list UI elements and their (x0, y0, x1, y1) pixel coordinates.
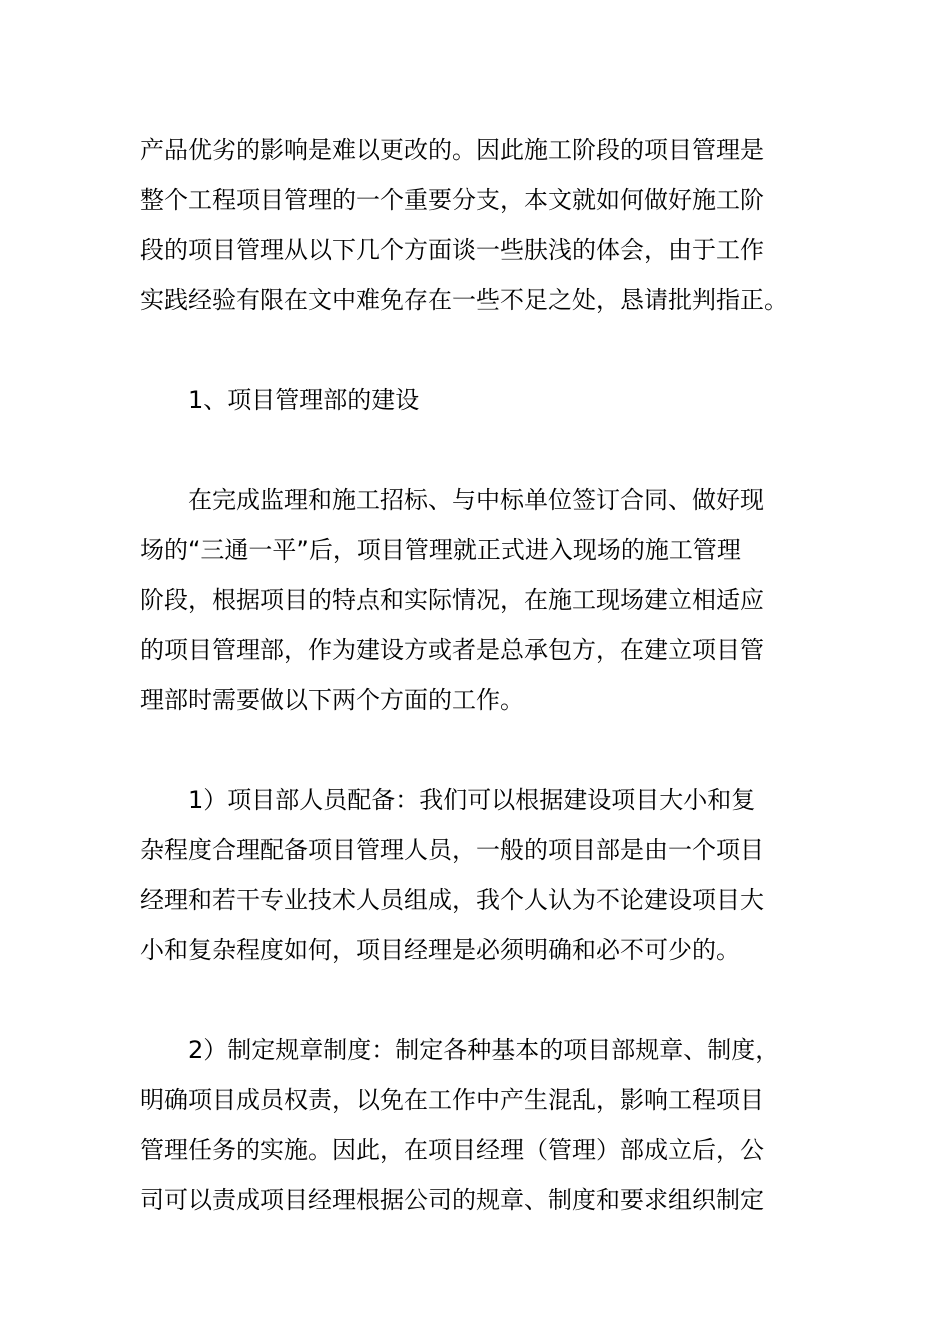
paragraph-intro-line-2: 整个工程项目管理的一个重要分支，本文就如何做好施工阶 (140, 186, 764, 214)
paragraph-2-line-3: 经理和若干专业技术人员组成，我个人认为不论建设项目大 (140, 886, 764, 914)
paragraph-3-line-4: 司可以责成项目经理根据公司的规章、制度和要求组织制定 (140, 1186, 764, 1214)
paragraph-intro-line-1: 产品优劣的影响是难以更改的。因此施工阶段的项目管理是 (140, 136, 764, 164)
paragraph-2-line-1: 1）项目部人员配备：我们可以根据建设项目大小和复 (188, 786, 756, 814)
paragraph-2-line-2: 杂程度合理配备项目管理人员，一般的项目部是由一个项目 (140, 836, 764, 864)
paragraph-3-line-2: 明确项目成员权责，以免在工作中产生混乱，影响工程项目 (140, 1086, 764, 1114)
paragraph-1-line-2: 场的“三通一平”后，项目管理就正式进入现场的施工管理 (140, 536, 741, 564)
paragraph-intro-line-3: 段的项目管理从以下几个方面谈一些肤浅的体会，由于工作 (140, 236, 764, 264)
paragraph-3-line-3: 管理任务的实施。因此，在项目经理（管理）部成立后，公 (140, 1136, 764, 1164)
paragraph-3-line-1: 2）制定规章制度：制定各种基本的项目部规章、制度， (188, 1036, 780, 1064)
paragraph-1-line-3: 阶段，根据项目的特点和实际情况，在施工现场建立相适应 (140, 586, 764, 614)
paragraph-1-line-5: 理部时需要做以下两个方面的工作。 (140, 686, 524, 714)
section-heading: 1、项目管理部的建设 (188, 386, 420, 414)
paragraph-intro-line-4: 实践经验有限在文中难免存在一些不足之处，恳请批判指正。 (140, 286, 788, 314)
paragraph-2-line-4: 小和复杂程度如何，项目经理是必须明确和必不可少的。 (140, 936, 740, 964)
paragraph-1-line-1: 在完成监理和施工招标、与中标单位签订合同、做好现 (188, 486, 764, 514)
paragraph-1-line-4: 的项目管理部，作为建设方或者是总承包方，在建立项目管 (140, 636, 764, 664)
